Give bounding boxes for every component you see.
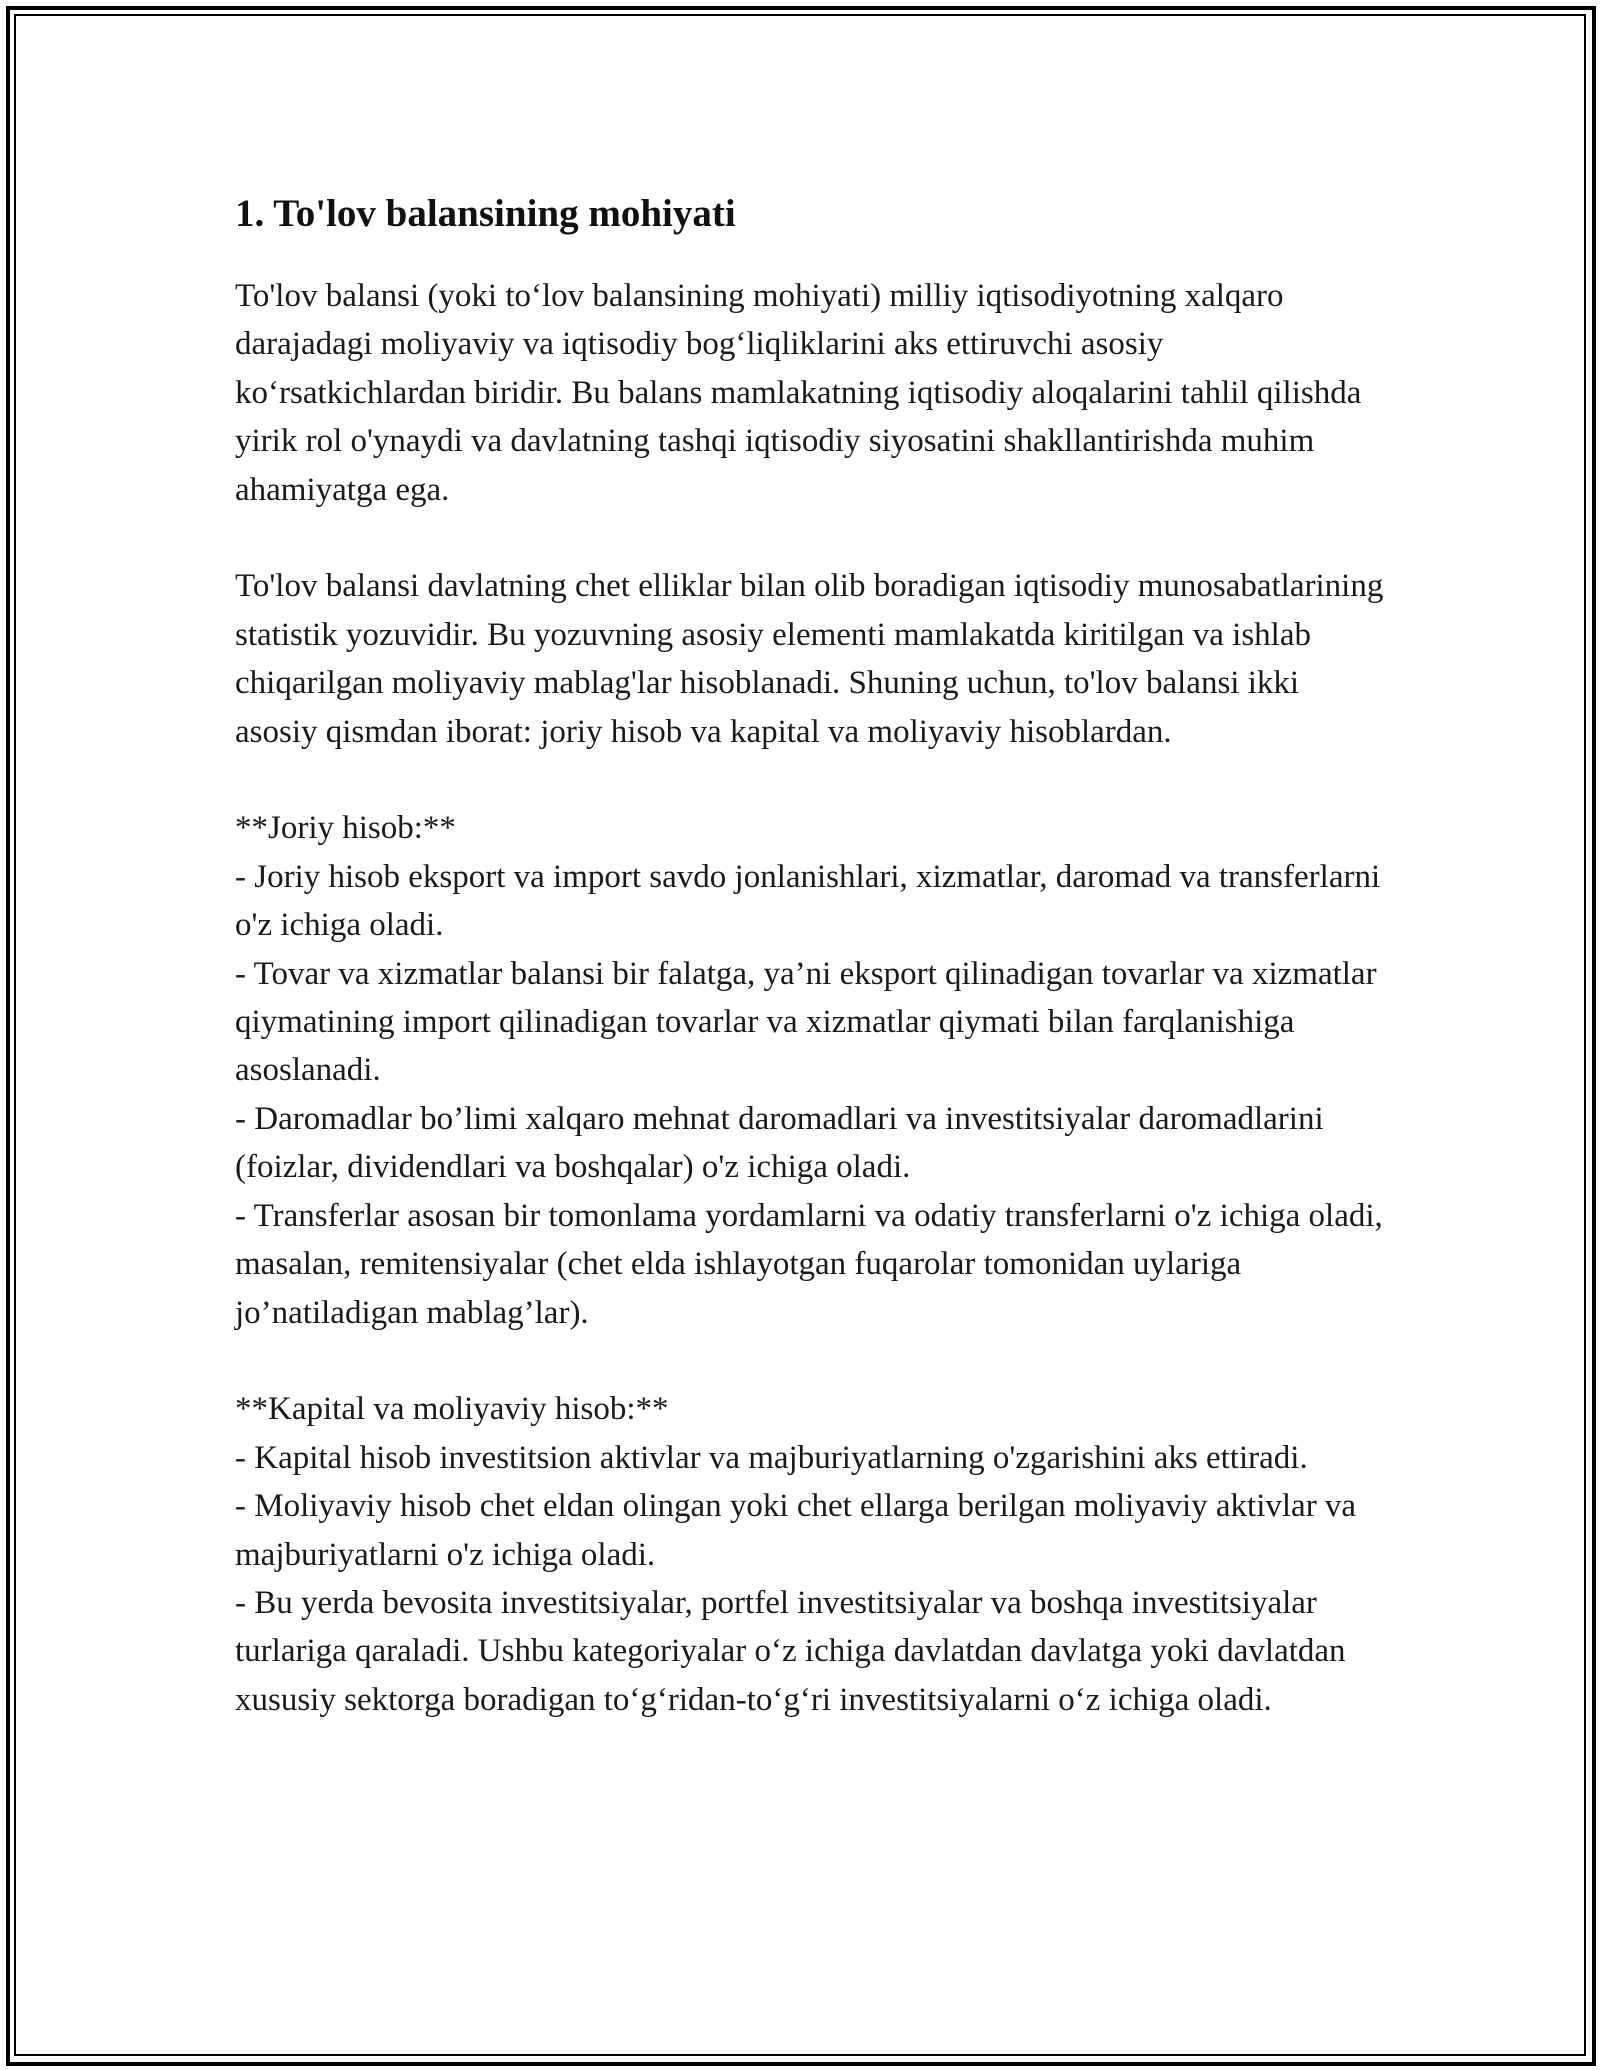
current-account-item: - Transferlar asosan bir tomonlama yordamlarni va odatiy transferlarni o'z ichiga oladi, masalan, remitensiyalar (chet elda ishlayotgan fuqarolar tomonidan uylariga jo’natiladigan mablag’lar).	[235, 1197, 1383, 1331]
document-page	[235, 186, 1385, 1724]
capital-account-item: - Bu yerda bevosita investitsiyalar, portfel investitsiyalar va boshqa investitsiyalar turlariga qaraladi. Ushbu kategoriyalar o‘z ichiga davlatdan davlatga yoki davlatdan xususiy sektorga boradigan to‘g‘ridan-to‘g‘ri investitsiyalarni o‘z ichiga oladi.	[235, 1584, 1346, 1718]
paragraph-spacer	[235, 1337, 1385, 1385]
paragraph-spacer	[235, 756, 1385, 804]
section-heading: 1. To'lov balansining mohiyati	[235, 192, 736, 235]
capital-account-item: - Moliyaviy hisob chet eldan olingan yoki chet ellarga berilgan moliyaviy aktivlar va majburiyatlarni o'z ichiga oladi.	[235, 1488, 1357, 1573]
current-account-item: - Joriy hisob eksport va import savdo jonlanishlari, xizmatlar, daromad va transferlarni o'z ichiga oladi.	[235, 858, 1381, 944]
current-account-title: **Joriy hisob:**	[235, 810, 456, 847]
capital-account-title: **Kapital va moliyaviy hisob:**	[235, 1391, 669, 1428]
intro-paragraph-2: To'lov balansi davlatning chet elliklar bilan olib boradigan iqtisodiy munosabatlarining statistik yozuvidir. Bu yozuvning asosiy elementi mamlakatda kiritilgan va ishlab chiqarilgan moliyaviy mablag'lar hisoblanadi. Shuning uchun, to'lov balansi ikki asosiy qismdan iborat: joriy hisob va kapital va moliyaviy hisoblardan.	[235, 568, 1384, 750]
current-account-item: - Daromadlar bo’limi xalqaro mehnat daromadlari va investitsiyalar daromadlarini (foizlar, dividendlari va boshqalar) o'z ichiga oladi.	[235, 1100, 1324, 1186]
capital-account-item: - Kapital hisob investitsion aktivlar va majburiyatlarning o'zgarishini aks ettiradi.	[235, 1439, 1308, 1476]
paragraph-spacer	[235, 514, 1385, 562]
current-account-item: - Tovar va xizmatlar balansi bir falatga, ya’ni eksport qilinadigan tovarlar va xizmatlar qiymatining import qilinadigan tovarlar va xizmatlar qiymati bilan farqlanishiga asoslanadi.	[235, 955, 1377, 1089]
intro-paragraph-1: To'lov balansi (yoki to‘lov balansining mohiyati) milliy iqtisodiyotning xalqaro darajadagi moliyaviy va iqtisodiy bog‘liqliklarini aks ettiruvchi asosiy ko‘rsatkichlardan biridir. Bu balans mamlakatning iqtisodiy aloqalarini tahlil qilishda yirik rol o'ynaydi va davlatning tashqi iqtisodiy siyosatini shakllantirishda muhim ahamiyatga ega.	[235, 278, 1362, 508]
